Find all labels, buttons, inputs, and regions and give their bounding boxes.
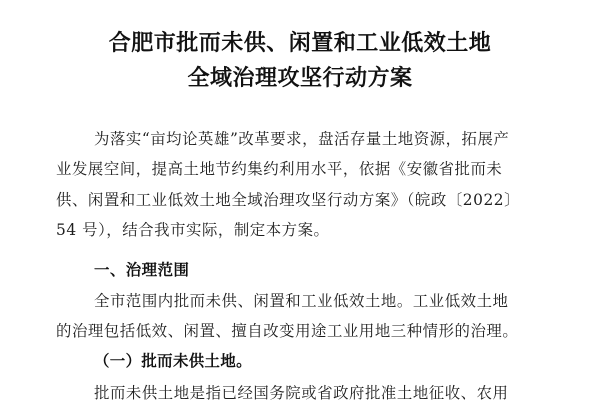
paragraph-2-line-1: 全市范围内批而未供、闲置和工业低效土地。工业低效土地 (94, 292, 509, 310)
paragraph-1-line-4: 54 号），结合我市实际，制定本方案。 (56, 221, 330, 239)
document-title-line-2: 全域治理攻坚行动方案 (187, 66, 413, 91)
subsection-1-heading: （一）批而未供土地。 (94, 352, 252, 370)
paragraph-1-line-2: 业发展空间，提高土地节约集约利用水平，依据《安徽省批而未 (56, 160, 503, 178)
paragraph-1-line-3: 供、闲置和工业低效土地全域治理攻坚行动方案》（皖政〔2022〕 (56, 191, 521, 209)
section-1-heading: 一、治理范围 (94, 261, 190, 279)
paragraph-1-line-1: 为落实“亩均论英雄”改革要求，盘活存量土地资源，拓展产 (94, 130, 510, 148)
paragraph-3-line-1: 批而未供土地是指已经国务院或省政府批准土地征收、农用 (94, 384, 509, 402)
paragraph-2-line-2: 的治理包括低效、闲置、擅自改变用途工业用地三种情形的治理。 (56, 322, 519, 340)
document-title-line-1: 合肥市批而未供、闲置和工业低效土地 (108, 31, 492, 56)
